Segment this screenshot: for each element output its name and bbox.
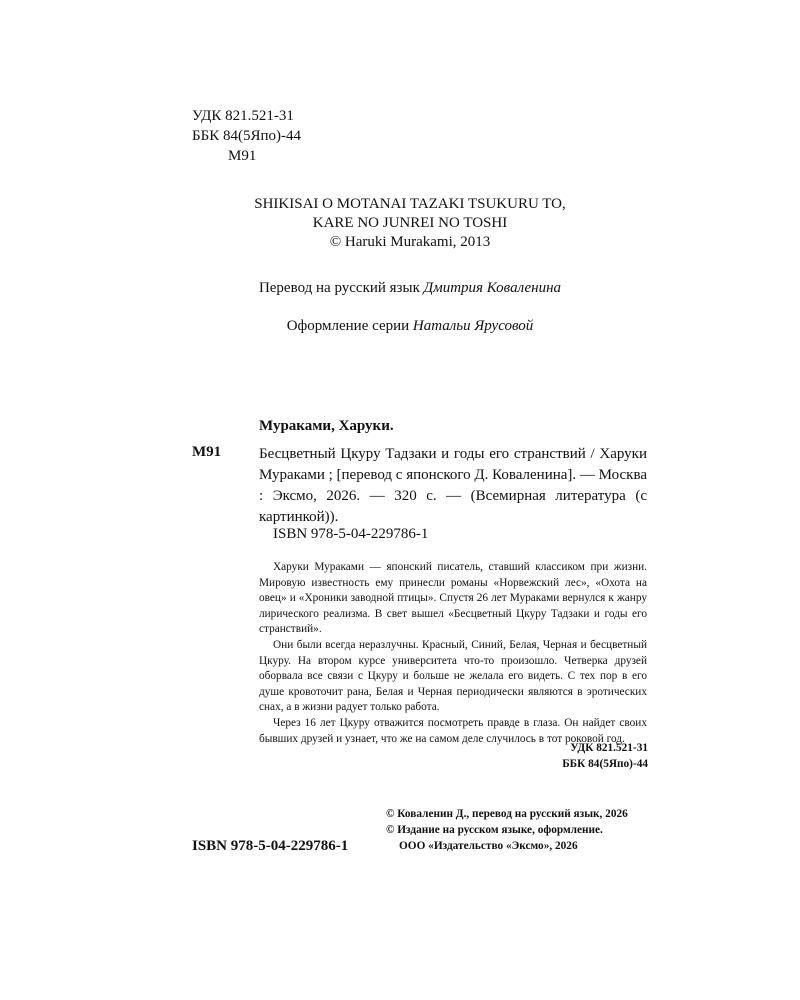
footer-udk: УДК 821.521-31 <box>570 742 648 754</box>
isbn-bottom: ISBN 978-5-04-229786-1 <box>192 838 349 854</box>
udk-code: УДК 821.521-31 <box>192 108 294 124</box>
annotation-paragraph-2: Они были всегда неразлучны. Красный, Синий, Белая, Черная и бесцветный Цкуру. На втором курсе университета что-то произошло. Четверка друзей оборвала все связи с Цкуру и больше не желала его видеть. С тех пор в его душе кровоточит рана, Белая и Черная периодически являются в эротических снах, а в жизни радует только работа. <box>259 638 647 714</box>
classification-block <box>192 106 301 166</box>
original-title-line1: SHIKISAI O MOTANAI TAZAKI TSUKURU TO, <box>254 196 566 212</box>
translation-credit <box>150 280 670 297</box>
footer-bbk: ББК 84(5Япо)-44 <box>562 757 648 770</box>
designer-name: Натальи Ярусовой <box>412 318 534 334</box>
record-author: Мураками, Харуки. <box>259 418 394 434</box>
copyright-line-2: © Издание на русском языке, оформление. <box>386 824 603 836</box>
annotation <box>259 560 647 747</box>
annotation-paragraph-1: Харуки Мураками — японский писатель, ставший классиком при жизни. Мировую известность ему принесли романы «Норвежский лес», «Охота на овец» и «Хроники заводной птицы». Спустя 26 лет Мураками вернулся к жанру лирического реализма. В свет вышел «Бесцветный Цкуру Тадзаки и годы его странствий». <box>259 561 647 636</box>
record-isbn: ISBN 978-5-04-229786-1 <box>273 526 429 542</box>
copyright-line-1: © Коваленин Д., перевод на русский язык, 2026 <box>386 808 628 820</box>
copyright-line-3: ООО «Издательство «Эксмо», 2026 <box>399 840 578 852</box>
original-title-line2: KARE NO JUNREI NO TOSHI <box>312 215 508 231</box>
design-prefix: Оформление серии <box>286 318 413 334</box>
design-credit <box>150 318 670 335</box>
record-description: Бесцветный Цкуру Тадзаки и годы его странствий / Харуки Мураками ; [перевод с японского Д. Коваленина]. — Москва : Эксмо, 2026. — 320 с. — (Всемирная литература (с картинкой)). <box>259 446 647 525</box>
footer-classification <box>562 741 648 772</box>
record-cutter: М91 <box>192 444 222 460</box>
copyright-block <box>386 806 628 854</box>
original-title-block <box>150 195 670 252</box>
original-copyright: © Haruki Murakami, 2013 <box>329 234 491 250</box>
bbk-code: ББК 84(5Япо)-44 <box>192 128 301 144</box>
translator-name: Дмитрия Коваленина <box>423 280 562 296</box>
annotation-paragraph-3: Через 16 лет Цкуру отважится посмотреть правде в глаза. Он найдет своих бывших друзей и узнает, что же на самом деле случилось в тот роковой год. <box>259 716 647 745</box>
cutter-code: М91 <box>228 148 257 164</box>
translation-prefix: Перевод на русский язык <box>258 280 424 296</box>
